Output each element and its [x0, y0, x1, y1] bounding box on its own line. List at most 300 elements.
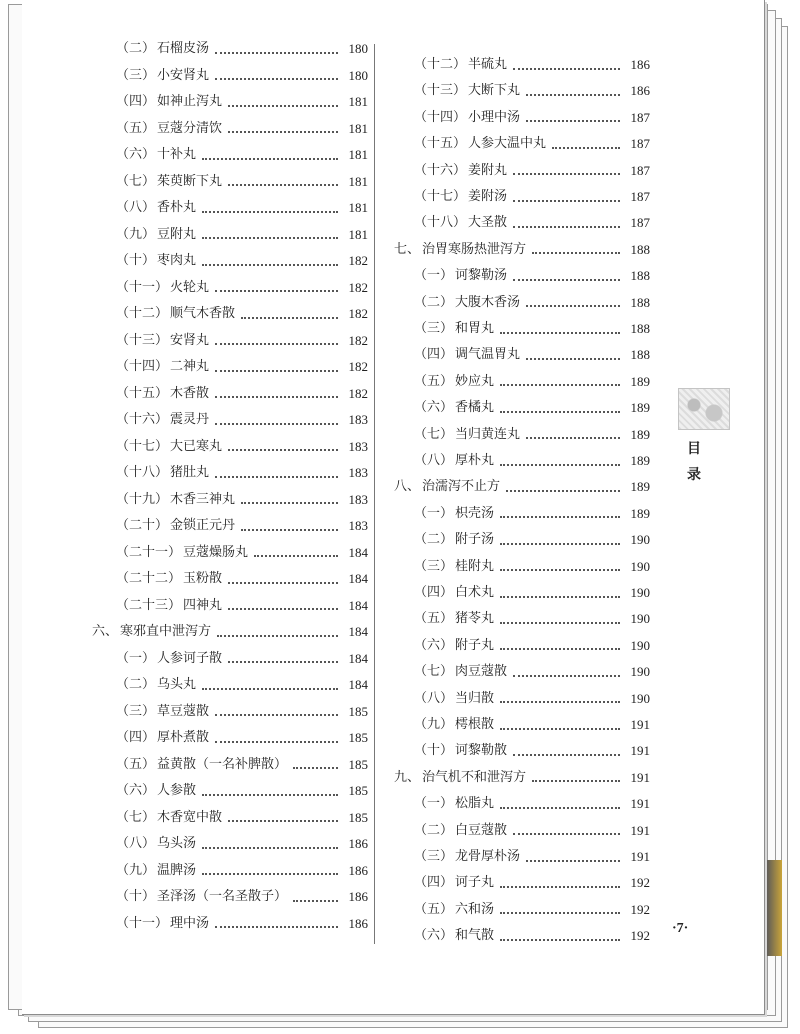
entry-number: （一） [414, 505, 454, 521]
toc-entry [414, 582, 650, 604]
entry-title: 二神丸 [170, 359, 210, 374]
toc-entry [116, 303, 368, 325]
entry-title: 石榴皮汤 [157, 41, 210, 56]
entry-title: 姜附汤 [468, 189, 508, 204]
entry-number: （十二） [414, 57, 467, 72]
entry-page: 190 [630, 585, 650, 600]
entry-page: 190 [630, 664, 650, 680]
entry-page: 192 [630, 875, 650, 891]
entry-title: 治气机不和泄泻方 [422, 769, 527, 785]
entry-page: 184 [348, 597, 368, 613]
column-divider [374, 44, 375, 944]
entry-title: 当归散 [455, 690, 495, 706]
dot-leader [500, 331, 620, 334]
toc-entry [116, 383, 368, 405]
entry-page: 180 [348, 41, 368, 56]
entry-title: 樗根散 [455, 717, 495, 732]
dot-leader [513, 278, 620, 281]
toc-entry [116, 409, 368, 431]
entry-page: 192 [630, 901, 650, 917]
entry-page: 187 [630, 189, 650, 204]
dot-leader [215, 713, 338, 716]
side-label [684, 436, 704, 488]
entry-title: 茱萸断下丸 [157, 173, 223, 189]
entry-page: 182 [348, 332, 368, 348]
toc-entry [414, 424, 650, 446]
entry-number: （十二） [116, 306, 169, 321]
toc-entry [414, 740, 650, 762]
entry-title: 圣泽汤（一名圣散子） [157, 889, 288, 904]
entry-number: （二十一） [116, 544, 182, 560]
entry-number: （十） [414, 743, 454, 759]
entry-page: 183 [348, 491, 368, 507]
entry-number: （六） [414, 637, 454, 653]
toc-entry [116, 727, 368, 749]
entry-title: 大断下丸 [468, 83, 521, 99]
toc-entry [414, 371, 650, 393]
dot-leader [500, 515, 620, 518]
toc-entry [414, 450, 650, 472]
entry-page: 181 [348, 120, 368, 136]
toc-entry [414, 872, 650, 894]
entry-page: 185 [348, 809, 368, 825]
entry-page: 184 [348, 677, 368, 692]
entry-page: 186 [348, 915, 368, 931]
decorative-ornament-icon [678, 388, 730, 430]
toc-entry [116, 171, 368, 193]
entry-title: 当归黄连丸 [455, 426, 521, 442]
entry-title: 大腹木香汤 [455, 294, 521, 310]
toc-entry [414, 556, 650, 578]
dot-leader [293, 766, 338, 769]
toc-entry [116, 197, 368, 219]
dot-leader [513, 832, 620, 835]
toc-entry [116, 595, 368, 617]
dot-leader [215, 422, 338, 425]
entry-number: （一） [116, 650, 156, 666]
entry-number: （五） [116, 120, 156, 136]
entry-page: 189 [630, 505, 650, 521]
entry-number: （一） [414, 796, 454, 812]
toc-entry [116, 780, 368, 802]
dot-leader [513, 67, 620, 70]
entry-title: 草豆蔻散 [157, 703, 210, 719]
entry-number: （八） [116, 200, 156, 215]
toc-entry [116, 91, 368, 113]
dot-leader [202, 872, 338, 875]
entry-title: 温脾汤 [157, 862, 197, 878]
dot-leader [215, 740, 338, 743]
entry-number: （七） [414, 664, 454, 680]
dot-leader [202, 236, 338, 239]
dot-leader [513, 674, 620, 677]
toc-entry [116, 277, 368, 299]
toc-entry [414, 265, 650, 287]
entry-page: 181 [348, 200, 368, 215]
entry-number: （十四） [414, 109, 467, 125]
entry-title: 豆蔻燥肠丸 [183, 544, 249, 560]
entry-title: 四神丸 [183, 597, 223, 613]
entry-title: 豆附丸 [157, 226, 197, 242]
toc-entry [414, 608, 650, 630]
entry-title: 姜附丸 [468, 162, 508, 178]
entry-number: （四） [116, 730, 156, 745]
dot-leader [215, 369, 338, 372]
entry-page: 183 [348, 465, 368, 480]
entry-title: 乌头汤 [157, 836, 197, 851]
entry-title: 妙应丸 [455, 373, 495, 389]
dot-leader [500, 727, 620, 730]
entry-page: 191 [630, 743, 650, 759]
entry-page: 189 [630, 426, 650, 442]
entry-number: （二） [116, 677, 156, 692]
entry-page: 183 [348, 518, 368, 533]
toc-page [22, 0, 765, 1015]
dot-leader [228, 130, 338, 133]
entry-title: 震灵丹 [170, 412, 210, 427]
dot-leader [254, 554, 338, 557]
entry-number: （四） [414, 875, 454, 891]
toc-entry [116, 648, 368, 670]
entry-page: 187 [630, 162, 650, 178]
toc-entry [116, 330, 368, 352]
entry-page: 181 [348, 226, 368, 242]
entry-number: （四） [414, 585, 454, 600]
entry-number: （十三） [414, 83, 467, 99]
entry-page: 180 [348, 67, 368, 83]
dot-leader [215, 77, 338, 80]
dot-leader [228, 581, 338, 584]
entry-title: 桂附丸 [455, 558, 495, 574]
toc-section-heading [92, 621, 368, 643]
dot-leader [228, 183, 338, 186]
entry-title: 大已寒丸 [170, 438, 223, 454]
toc-entry [116, 250, 368, 272]
entry-title: 和胃丸 [455, 321, 495, 336]
entry-number: （十五） [116, 385, 169, 401]
dot-leader [500, 410, 620, 413]
toc-entry [414, 899, 650, 921]
toc-entry [414, 925, 650, 947]
entry-title: 治胃寒肠热泄泻方 [422, 241, 527, 257]
toc-entry [414, 160, 650, 182]
dot-leader [202, 210, 338, 213]
entry-page: 191 [630, 849, 650, 864]
entry-title: 六和汤 [455, 901, 495, 917]
entry-number: （三） [414, 321, 454, 336]
dot-leader [215, 51, 338, 54]
entry-page: 186 [348, 862, 368, 878]
entry-title: 松脂丸 [455, 796, 495, 812]
toc-entry [116, 860, 368, 882]
entry-title: 顺气木香散 [170, 306, 236, 321]
entry-number: （十八） [116, 465, 169, 480]
dot-leader [215, 289, 338, 292]
toc-entry [414, 397, 650, 419]
entry-title: 乌头丸 [157, 677, 197, 692]
entry-title: 木香散 [170, 385, 210, 401]
dot-leader [500, 568, 620, 571]
toc-section-heading [394, 239, 650, 261]
entry-number: （十六） [116, 412, 169, 427]
toc-entry [414, 661, 650, 683]
toc-entry [414, 846, 650, 868]
entry-title: 玉粉散 [183, 571, 223, 586]
entry-title: 半硫丸 [468, 57, 508, 72]
dot-leader [241, 528, 338, 531]
dot-leader [202, 263, 338, 266]
dot-leader [500, 938, 620, 941]
entry-title: 猪苓丸 [455, 611, 495, 627]
dot-leader [526, 93, 620, 96]
toc-entry [116, 144, 368, 166]
toc-entry [116, 436, 368, 458]
entry-page: 183 [348, 438, 368, 454]
entry-number: （十） [116, 889, 156, 904]
toc-section-heading [394, 476, 650, 498]
toc-entry [414, 318, 650, 340]
entry-page: 187 [630, 109, 650, 125]
entry-number: （八） [414, 690, 454, 706]
dot-leader [217, 634, 338, 637]
dot-leader [202, 687, 338, 690]
entry-number: （二十二） [116, 571, 182, 586]
dot-leader [500, 595, 620, 598]
entry-number: （十七） [116, 438, 169, 454]
toc-entry [414, 503, 650, 525]
dot-leader [513, 225, 620, 228]
entry-page: 191 [630, 822, 650, 838]
dot-leader [500, 542, 620, 545]
toc-entry [414, 344, 650, 366]
entry-title: 安肾丸 [170, 332, 210, 348]
entry-number: （十七） [414, 189, 467, 204]
entry-page: 184 [348, 624, 368, 639]
entry-page: 189 [630, 400, 650, 416]
entry-title: 火轮丸 [170, 279, 210, 295]
toc-entry [414, 820, 650, 842]
toc-entry [414, 54, 650, 76]
toc-entry [116, 542, 368, 564]
entry-page: 188 [630, 294, 650, 310]
dot-leader [532, 779, 620, 782]
entry-title: 人参诃子散 [157, 650, 223, 666]
entry-page: 186 [630, 57, 650, 72]
dot-leader [526, 119, 620, 122]
toc-entry [116, 65, 368, 87]
entry-title: 白术丸 [455, 585, 495, 600]
toc-entry [116, 462, 368, 484]
toc-entry [414, 793, 650, 815]
entry-title: 诃黎勒散 [455, 743, 508, 759]
entry-page: 189 [630, 479, 650, 495]
toc-entry [116, 489, 368, 511]
entry-number: （十） [116, 253, 156, 268]
dot-leader [500, 647, 620, 650]
toc-entry [116, 38, 368, 60]
toc-entry [414, 133, 650, 155]
entry-title: 香橘丸 [455, 400, 495, 416]
entry-number: （十三） [116, 332, 169, 348]
entry-page: 186 [348, 889, 368, 904]
entry-number: （三） [116, 67, 156, 83]
entry-title: 人参大温中丸 [468, 136, 547, 152]
toc-entry [116, 754, 368, 776]
entry-page: 189 [630, 453, 650, 468]
entry-title: 寒邪直中泄泻方 [120, 624, 212, 639]
toc-entry [116, 515, 368, 537]
entry-page: 182 [348, 306, 368, 321]
entry-title: 枳壳汤 [455, 505, 495, 521]
entry-page: 188 [630, 321, 650, 336]
entry-number: 八、 [394, 479, 421, 495]
toc-entry [414, 292, 650, 314]
dot-leader [241, 316, 338, 319]
dot-leader [526, 436, 620, 439]
entry-number: （十六） [414, 162, 467, 178]
entry-page: 188 [630, 347, 650, 363]
entry-title: 调气温胃丸 [455, 347, 521, 363]
entry-title: 木香宽中散 [157, 809, 223, 825]
toc-entry [116, 224, 368, 246]
entry-number: （一） [414, 268, 454, 284]
entry-number: （五） [414, 611, 454, 627]
entry-number: （八） [116, 836, 156, 851]
entry-page: 190 [630, 690, 650, 706]
entry-page: 183 [348, 412, 368, 427]
dot-leader [215, 925, 338, 928]
entry-page: 191 [630, 796, 650, 812]
entry-page: 184 [348, 650, 368, 666]
dot-leader [202, 846, 338, 849]
dot-leader [228, 104, 338, 107]
dot-leader [500, 383, 620, 386]
entry-number: （十五） [414, 136, 467, 152]
entry-title: 附子汤 [455, 532, 495, 548]
dot-leader [500, 911, 620, 914]
entry-page: 184 [348, 544, 368, 560]
entry-title: 枣肉丸 [157, 253, 197, 268]
dot-leader [526, 859, 620, 862]
entry-title: 肉豆蔻散 [455, 664, 508, 680]
toc-entry [414, 186, 650, 208]
dot-leader [526, 304, 620, 307]
entry-number: （七） [116, 809, 156, 825]
entry-page: 188 [630, 241, 650, 257]
dot-leader [202, 793, 338, 796]
toc-entry [414, 529, 650, 551]
toc-entry [414, 714, 650, 736]
entry-title: 猪肚丸 [170, 465, 210, 480]
entry-number: （十一） [116, 915, 169, 931]
entry-page: 182 [348, 279, 368, 295]
entry-page: 184 [348, 571, 368, 586]
toc-section-heading [394, 767, 650, 789]
entry-title: 小理中汤 [468, 109, 521, 125]
entry-page: 182 [348, 385, 368, 401]
entry-title: 和气散 [455, 928, 495, 944]
dot-leader [552, 146, 620, 149]
dot-leader [228, 819, 338, 822]
entry-title: 厚朴煮散 [157, 730, 210, 745]
entry-title: 豆蔻分清饮 [157, 120, 223, 136]
entry-number: （九） [116, 226, 156, 242]
entry-number: （九） [414, 717, 454, 732]
entry-page: 192 [630, 928, 650, 944]
entry-number: （六） [414, 400, 454, 416]
dot-leader [228, 660, 338, 663]
entry-title: 白豆蔻散 [455, 822, 508, 838]
entry-title: 小安肾丸 [157, 67, 210, 83]
entry-number: 九、 [394, 769, 421, 785]
dot-leader [215, 342, 338, 345]
dot-leader [500, 806, 620, 809]
entry-number: （三） [414, 558, 454, 574]
entry-title: 大圣散 [468, 215, 508, 231]
entry-number: 七、 [394, 241, 421, 257]
dot-leader [215, 395, 338, 398]
dot-leader [228, 448, 338, 451]
dot-leader [513, 172, 620, 175]
dot-leader [513, 199, 620, 202]
entry-title: 如神止泻丸 [157, 94, 223, 109]
entry-page: 185 [348, 703, 368, 719]
entry-title: 诃子丸 [455, 875, 495, 891]
toc-entry [414, 212, 650, 234]
dot-leader [532, 251, 620, 254]
entry-page: 181 [348, 173, 368, 189]
entry-page: 191 [630, 717, 650, 732]
toc-entry [116, 913, 368, 935]
entry-page: 181 [348, 94, 368, 109]
entry-title: 十补丸 [157, 147, 197, 162]
entry-title: 金锁正元丹 [170, 518, 236, 533]
entry-page: 188 [630, 268, 650, 284]
entry-number: （十一） [116, 279, 169, 295]
entry-number: （二十三） [116, 597, 182, 613]
entry-page: 191 [630, 769, 650, 785]
entry-number: （六） [116, 147, 156, 162]
entry-page: 186 [630, 83, 650, 99]
entry-page: 189 [630, 373, 650, 389]
toc-entry [414, 635, 650, 657]
toc-entry [116, 886, 368, 908]
toc-entry [116, 118, 368, 140]
entry-number: （二） [116, 41, 156, 56]
entry-number: （八） [414, 453, 454, 468]
entry-number: （四） [116, 94, 156, 109]
entry-number: （九） [116, 862, 156, 878]
dot-leader [202, 157, 338, 160]
dot-leader [500, 621, 620, 624]
entry-page: 185 [348, 783, 368, 798]
entry-page: 190 [630, 637, 650, 653]
dot-leader [241, 501, 338, 504]
entry-page: 182 [348, 359, 368, 374]
entry-title: 附子丸 [455, 637, 495, 653]
entry-page: 181 [348, 147, 368, 162]
entry-page: 190 [630, 611, 650, 627]
entry-number: （六） [116, 783, 156, 798]
entry-number: （五） [414, 373, 454, 389]
entry-number: （二十） [116, 518, 169, 533]
entry-page: 187 [630, 136, 650, 152]
dot-leader [500, 700, 620, 703]
side-label-char: 录 [687, 467, 701, 483]
toc-entry [116, 568, 368, 590]
dot-leader [513, 753, 620, 756]
entry-page: 182 [348, 253, 368, 268]
